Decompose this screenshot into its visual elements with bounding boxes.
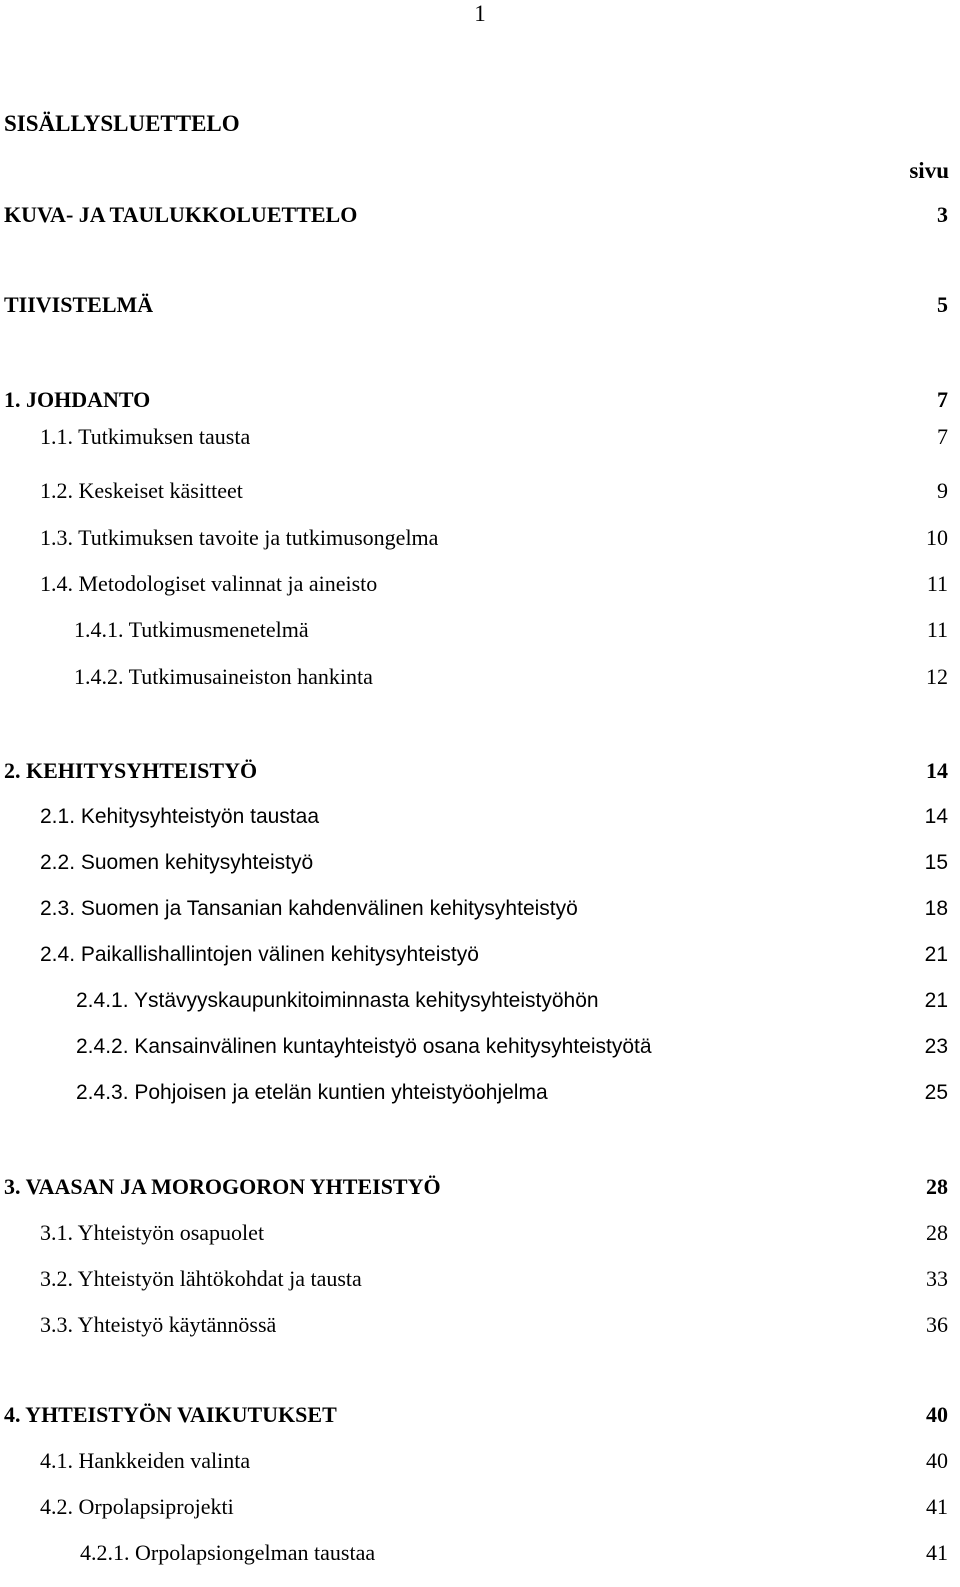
toc-entry-page: 36 <box>926 1312 948 1337</box>
toc-entry-text: 4.1. Hankkeiden valinta <box>40 1448 251 1473</box>
toc-entry[interactable] <box>0 422 960 452</box>
toc-entry-text: 3.3. Yhteistyö käytännössä <box>40 1312 277 1337</box>
toc-entry-page: 21 <box>924 943 948 966</box>
page-column-label: sivu <box>909 158 949 183</box>
toc-entry-text: TIIVISTELMÄ <box>4 292 154 317</box>
toc-entry[interactable] <box>0 385 960 415</box>
toc-entry[interactable] <box>0 200 960 230</box>
toc-entry-page: 28 <box>926 1220 948 1245</box>
toc-entry-text: 2.1. Kehitysyhteistyön taustaa <box>40 805 319 828</box>
toc-entry-text: 1.4.1. Tutkimusmenetelmä <box>74 617 309 642</box>
toc-entry[interactable] <box>0 1538 960 1568</box>
toc-entry-text: 1.1. Tutkimuksen tausta <box>40 424 251 449</box>
toc-entry-text: 1. JOHDANTO <box>4 387 151 412</box>
toc-entry[interactable] <box>0 615 960 645</box>
toc-title: SISÄLLYSLUETTELO <box>4 111 240 136</box>
toc-entry[interactable] <box>0 756 960 786</box>
toc-entry[interactable] <box>0 1218 960 1248</box>
toc-entry-page: 18 <box>924 897 948 920</box>
toc-entry-page: 12 <box>926 664 948 689</box>
toc-entry-text: 1.3. Tutkimuksen tavoite ja tutkimusongelma <box>40 525 439 550</box>
toc-entry-page: 21 <box>924 989 948 1012</box>
toc-entry-page: 23 <box>924 1035 948 1058</box>
toc-entry-page: 33 <box>926 1266 948 1291</box>
toc-entry[interactable] <box>0 290 960 320</box>
toc-entry[interactable] <box>0 986 960 1016</box>
toc-entry[interactable] <box>0 1172 960 1202</box>
toc-entry[interactable] <box>0 662 960 692</box>
page-number: 1 <box>474 1 486 26</box>
toc-entry-text: 4.2. Orpolapsiprojekti <box>40 1494 234 1519</box>
toc-entry-page: 41 <box>926 1494 948 1519</box>
toc-entry[interactable] <box>0 1032 960 1062</box>
toc-entry[interactable] <box>0 1310 960 1340</box>
toc-entry-text: 1.4.2. Tutkimusaineiston hankinta <box>74 664 373 689</box>
toc-entry-page: 28 <box>926 1174 948 1199</box>
toc-entry-text: 2.4.1. Ystävyyskaupunkitoiminnasta kehitysyhteistyöhön <box>76 989 599 1012</box>
toc-entry[interactable] <box>0 940 960 970</box>
toc-entry-page: 40 <box>926 1402 948 1427</box>
toc-entry-text: 3.2. Yhteistyön lähtökohdat ja tausta <box>40 1266 362 1291</box>
toc-entry-text: 3.1. Yhteistyön osapuolet <box>40 1220 265 1245</box>
toc-entry-text: 1.4. Metodologiset valinnat ja aineisto <box>40 571 378 596</box>
toc-entry-page: 14 <box>926 758 948 783</box>
toc-entry[interactable] <box>0 1264 960 1294</box>
toc-entry-page: 7 <box>937 424 948 449</box>
toc-entry-page: 14 <box>924 805 948 828</box>
toc-entry-page: 25 <box>924 1081 948 1104</box>
toc-entry[interactable] <box>0 848 960 878</box>
toc-entry[interactable] <box>0 1400 960 1430</box>
toc-entry[interactable] <box>0 1446 960 1476</box>
toc-entry-text: 2. KEHITYSYHTEISTYÖ <box>4 758 258 783</box>
toc-entry-text: KUVA- JA TAULUKKOLUETTELO <box>4 202 358 227</box>
toc-entry-page: 10 <box>926 525 948 550</box>
toc-entry-page: 41 <box>926 1540 948 1565</box>
toc-entry-page: 9 <box>937 478 948 503</box>
toc-entry[interactable] <box>0 523 960 553</box>
toc-entry[interactable] <box>0 1492 960 1522</box>
toc-entry-text: 2.3. Suomen ja Tansanian kahdenvälinen kehitysyhteistyö <box>40 897 578 920</box>
toc-entry-text: 2.4.2. Kansainvälinen kuntayhteistyö osana kehitysyhteistyötä <box>76 1035 652 1058</box>
toc-entry-page: 11 <box>926 571 948 596</box>
toc-entry-text: 3. VAASAN JA MOROGORON YHTEISTYÖ <box>4 1174 441 1199</box>
toc-entry-page: 3 <box>937 202 948 227</box>
toc-entry-page: 40 <box>926 1448 948 1473</box>
toc-entry-page: 5 <box>937 292 948 317</box>
toc-entry-text: 2.4. Paikallishallintojen välinen kehitysyhteistyö <box>40 943 479 966</box>
toc-entry[interactable] <box>0 569 960 599</box>
toc-entry[interactable] <box>0 802 960 832</box>
toc-entry-page: 11 <box>926 617 948 642</box>
toc-entry[interactable] <box>0 476 960 506</box>
toc-entry[interactable] <box>0 894 960 924</box>
toc-entry-text: 2.4.3. Pohjoisen ja etelän kuntien yhteistyöohjelma <box>76 1081 548 1104</box>
toc-entry-text: 2.2. Suomen kehitysyhteistyö <box>40 851 314 874</box>
toc-entry-text: 4.2.1. Orpolapsiongelman taustaa <box>80 1540 376 1565</box>
toc-entry-page: 7 <box>937 387 948 412</box>
toc-entry-text: 1.2. Keskeiset käsitteet <box>40 478 243 503</box>
toc-entry[interactable] <box>0 1078 960 1108</box>
toc-entry-text: 4. YHTEISTYÖN VAIKUTUKSET <box>4 1402 337 1427</box>
toc-entry-page: 15 <box>924 851 948 874</box>
